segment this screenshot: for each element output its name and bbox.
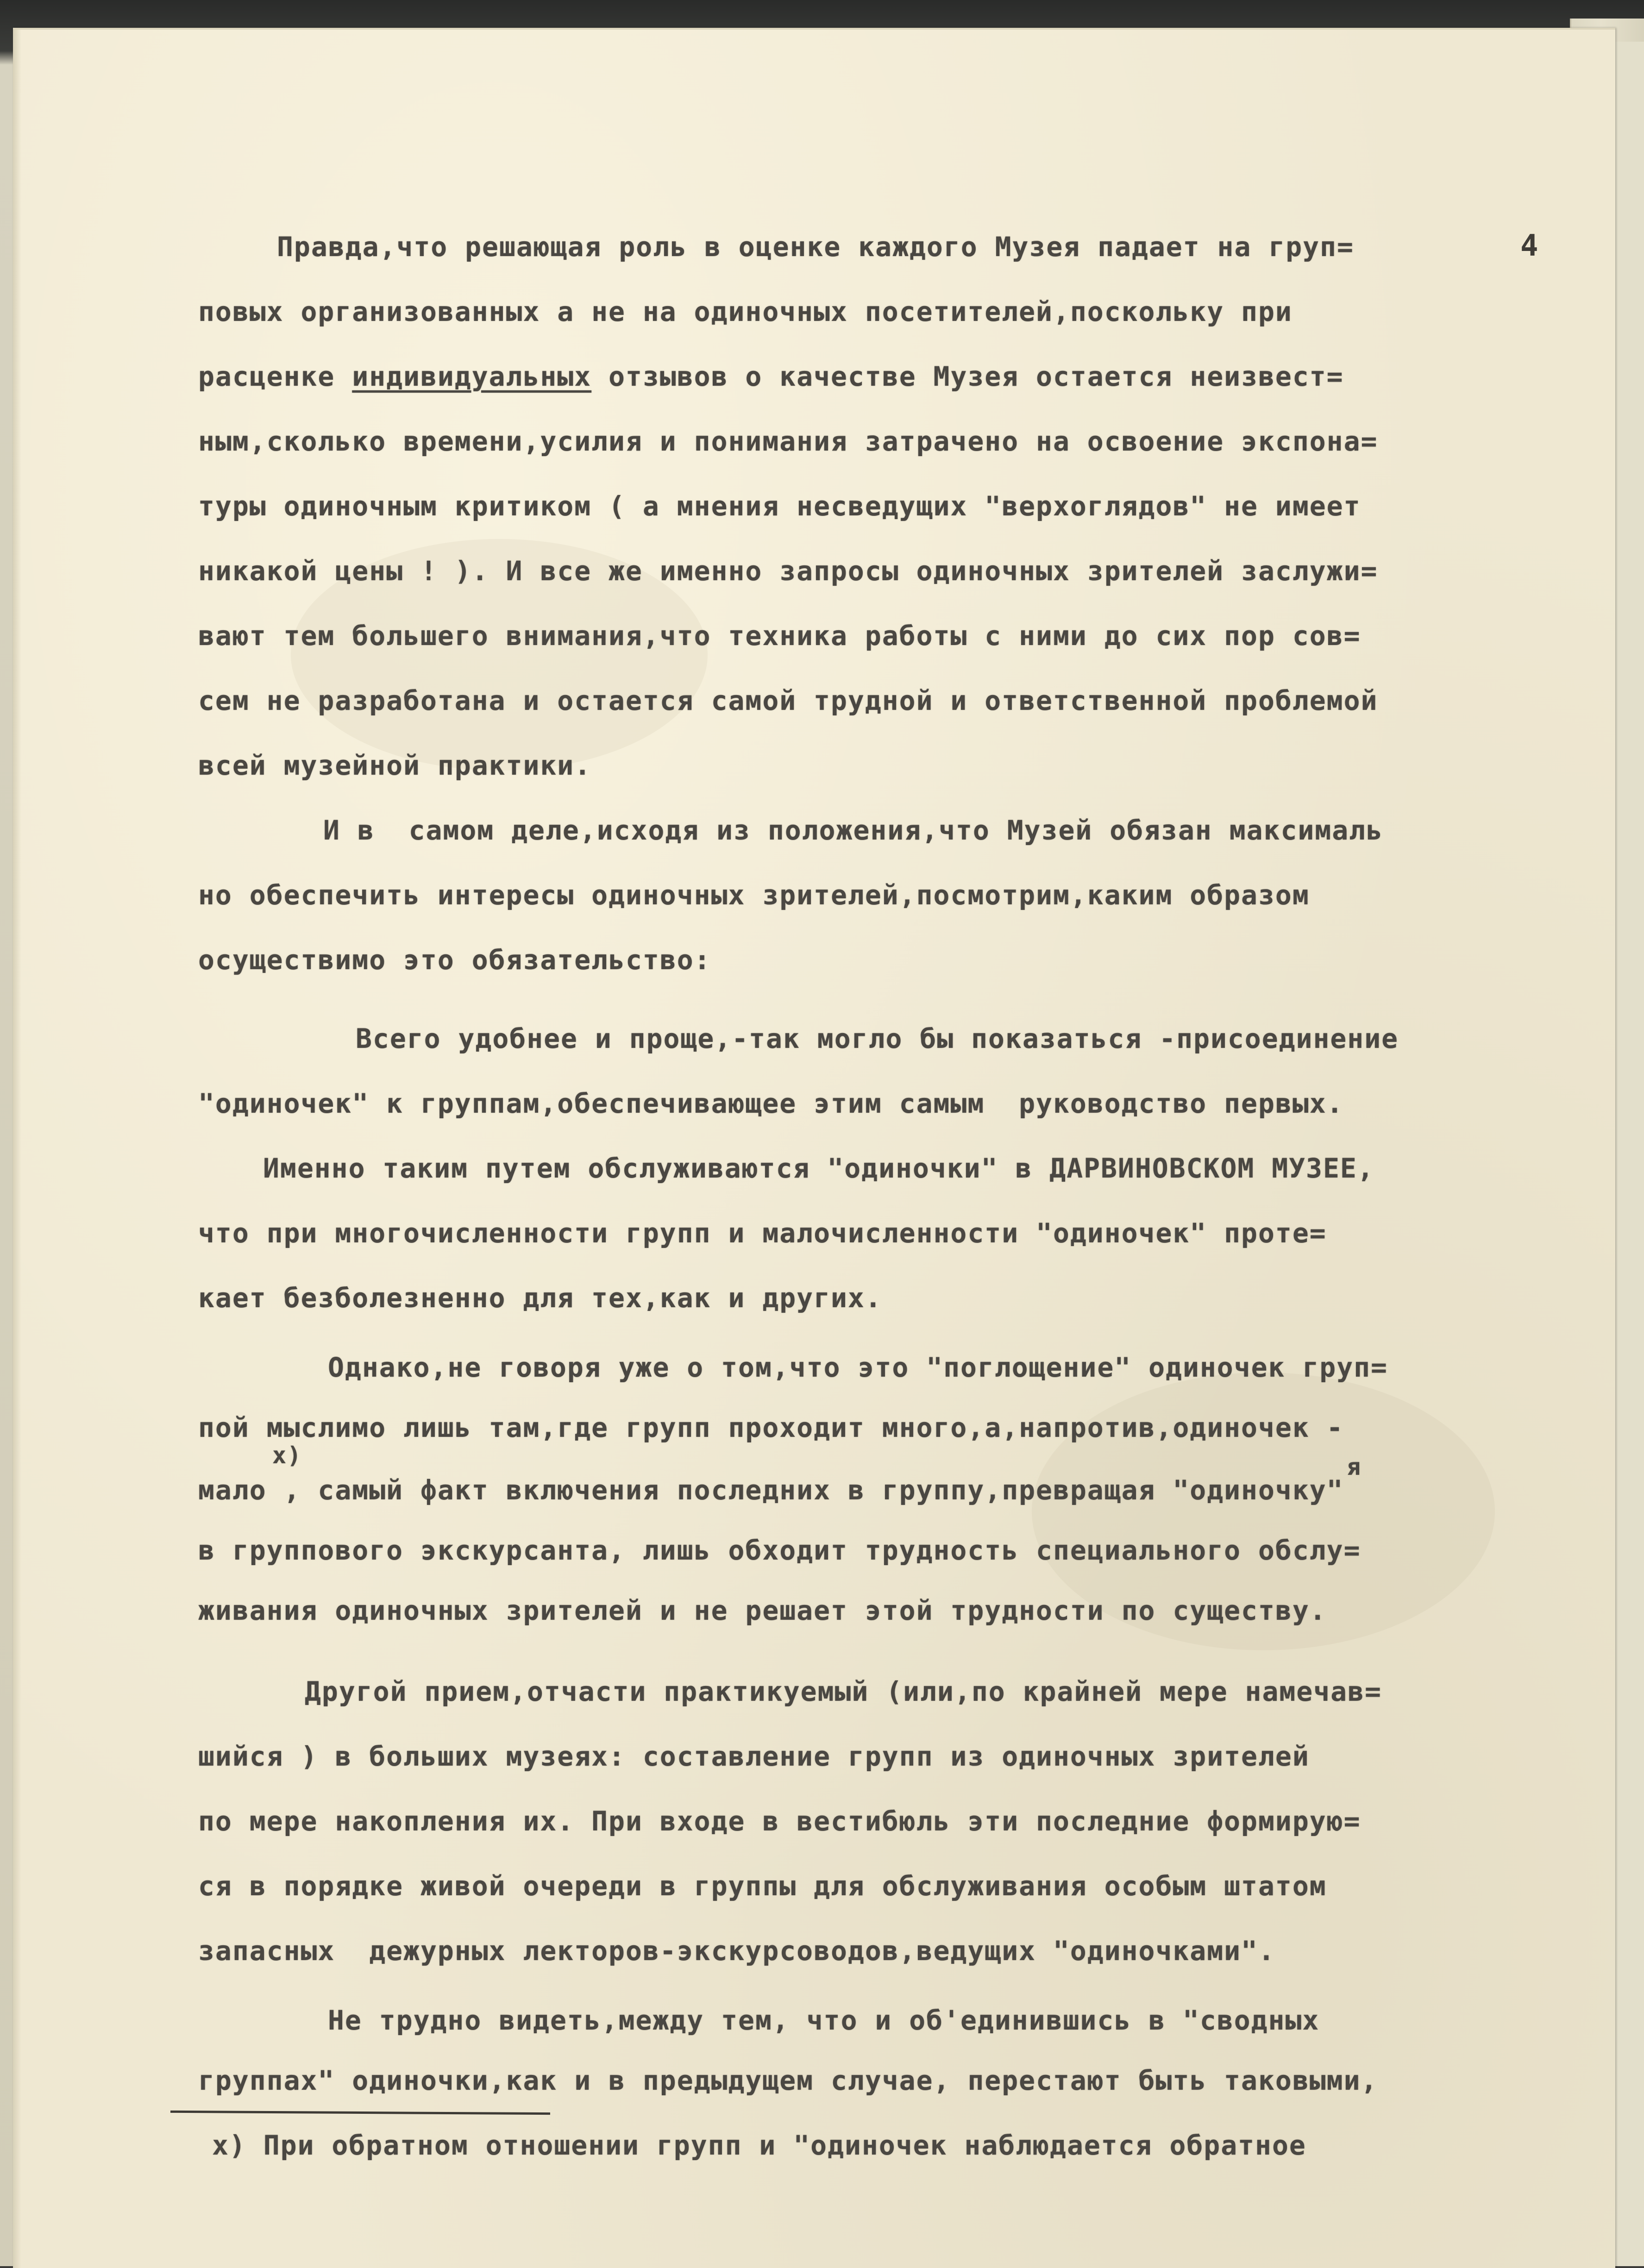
text-line: Не трудно видеть,между тем, что и об'единившись в "сводных — [328, 2005, 1320, 2036]
underlined-word: индивидуальных — [352, 361, 592, 392]
text-line: Правда,что решающая роль в оценке каждого Музея падает на груп= — [277, 231, 1354, 263]
text-line: туры одиночным критиком ( а мнения несведущих "верхоглядов" не имеет — [198, 490, 1361, 522]
text-line: кает безболезненно для тех,как и других. — [198, 1282, 882, 1314]
page-number: 4 — [1520, 229, 1538, 263]
text-segment: отзывов о качестве Музея остается неизвест= — [591, 361, 1344, 392]
text-line: но обеспечить интересы одиночных зрителей,посмотрим,каким образом — [198, 879, 1310, 911]
text-line: пой мыслимо лишь там,где групп проходит много,а,напротив,одиночек - — [198, 1412, 1344, 1443]
text-line: повых организованных а не на одиночных посетителей,поскольку при — [198, 296, 1293, 327]
text-line: что при многочисленности групп и малочисленности "одиночек" проте= — [198, 1217, 1327, 1249]
text-line: никакой цены ! ). И все же именно запросы одиночных зрителей заслужи= — [198, 555, 1378, 587]
footnote: x) При обратном отношении групп и "одиночек наблюдается обратное — [212, 2130, 1306, 2161]
text-line: ным,сколько времени,усилия и понимания затрачено на освоение экспона= — [198, 426, 1378, 457]
text-line: Именно таким путем обслуживаются "одиночки" в ДАРВИНОВСКОМ МУЗЕЕ, — [263, 1153, 1374, 1184]
text-line: мало , самый факт включения последних в группу,превращая "одиночку" — [198, 1474, 1344, 1506]
text-segment: расценке — [198, 361, 352, 392]
text-line: Всего удобнее и проще,-так могло бы показаться -присоединение — [356, 1023, 1399, 1054]
text-line: в группового экскурсанта, лишь обходит трудность специального обслу= — [198, 1535, 1361, 1566]
text-line: живания одиночных зрителей и не решает этой трудности по существу. — [198, 1595, 1327, 1626]
text-line: всей музейной практики. — [198, 750, 592, 781]
typewritten-page — [13, 28, 1615, 2268]
insertion-letter: я — [1347, 1454, 1362, 1480]
text-line: вают тем большего внимания,что техника работы с ними до сих пор сов= — [198, 620, 1361, 652]
text-line: запасных дежурных лекторов-экскурсоводов,ведущих "одиночками". — [198, 1935, 1275, 1967]
body-text — [13, 30, 1615, 2268]
insertion-mark: x) — [272, 1442, 302, 1469]
text-line: сем не разработана и остается самой трудной и ответственной проблемой — [198, 685, 1378, 716]
footnote-separator — [170, 2111, 550, 2115]
text-line: шийся ) в больших музеях: составление групп из одиночных зрителей — [198, 1741, 1310, 1772]
text-line: группах" одиночки,как и в предыдущем случае, перестают быть таковыми, — [198, 2065, 1378, 2096]
text-line: ся в порядке живой очереди в группы для обслуживания особым штатом — [198, 1870, 1327, 1902]
text-line: Однако,не говоря уже о том,что это "поглощение" одиночек груп= — [328, 1352, 1388, 1383]
text-line: Другой прием,отчасти практикуемый (или,по крайней мере намечав= — [305, 1676, 1382, 1707]
text-line: по мере накопления их. При входе в вестибюль эти последние формирую= — [198, 1805, 1361, 1837]
text-line: "одиночек" к группам,обеспечивающее этим самым руководство первых. — [198, 1088, 1344, 1119]
text-line: осуществимо это обязательство: — [198, 944, 711, 976]
text-line: И в самом деле,исходя из положения,что Музей обязан максималь — [323, 814, 1383, 846]
text-line — [198, 363, 1344, 390]
